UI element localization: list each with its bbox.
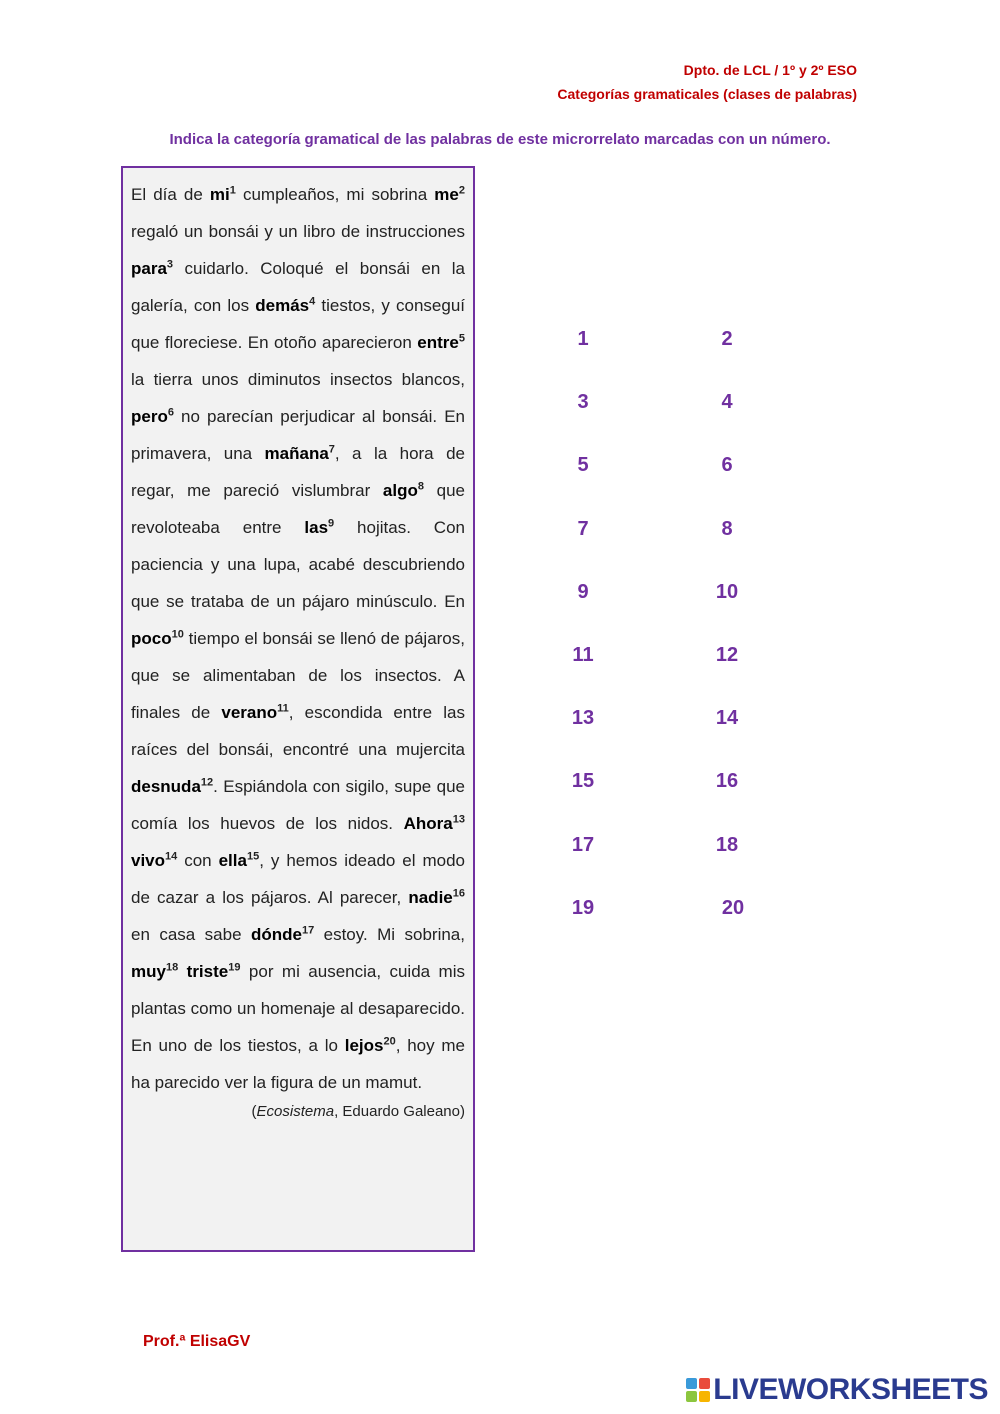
answer-number-20: 20 (721, 897, 745, 919)
story-fragment: cuidarlo. Coloqué el bonsái en la galería, con los (131, 259, 465, 315)
answer-number-7: 7 (577, 518, 589, 540)
marked-word-12: desnuda (131, 777, 201, 796)
answer-number-9: 9 (577, 581, 589, 603)
answer-number-18: 18 (715, 834, 739, 856)
marked-word-number-3: 3 (166, 258, 174, 271)
answer-number-10: 10 (715, 581, 739, 603)
answer-number-16: 16 (715, 770, 739, 792)
story-box (121, 166, 475, 1252)
marked-word-17: dónde (250, 925, 302, 944)
story-text (131, 176, 465, 1101)
source-author: Eduardo Galeano (342, 1103, 460, 1120)
answer-number-17: 17 (571, 834, 595, 856)
story-fragment: tiestos, y conseguí que floreciese. En otoño aparecieron (131, 296, 465, 352)
story-fragment: en casa sabe (131, 925, 251, 944)
marked-word-number-2: 2 (458, 184, 465, 197)
marked-word-number-11: 11 (277, 702, 289, 715)
marked-word-11: verano (221, 703, 278, 722)
answer-number-2: 2 (721, 328, 733, 350)
answer-number-3: 3 (577, 391, 589, 413)
marked-word-3: para (131, 259, 167, 278)
answer-number-12: 12 (715, 644, 739, 666)
story-fragment: cumpleaños, mi sobrina (235, 185, 435, 204)
marked-word-number-19: 19 (228, 961, 241, 974)
marked-word-14: vivo (131, 851, 166, 870)
story-fragment: no parecían perjudicar al bonsái. En primavera, una (131, 407, 465, 463)
marked-word-13: Ahora (403, 814, 453, 833)
answer-number-1: 1 (577, 328, 589, 350)
answer-number-4: 4 (721, 391, 733, 413)
story-fragment: tiempo el bonsái se llenó de pájaros, que se alimentaban de los insectos. A finales de (131, 629, 465, 722)
header-topic: Categorías gramaticales (clases de palabras) (557, 86, 857, 102)
marked-word-number-6: 6 (167, 406, 174, 419)
logo-mark-icon (686, 1378, 710, 1402)
marked-word-number-8: 8 (417, 480, 424, 493)
marked-word-number-1: 1 (229, 184, 236, 197)
marked-word-8: algo (382, 481, 418, 500)
story-fragment: con (177, 851, 219, 870)
marked-word-number-16: 16 (452, 887, 465, 900)
answer-number-13: 13 (571, 707, 595, 729)
marked-word-number-9: 9 (328, 517, 335, 530)
story-fragment: regaló un bonsái y un libro de instrucciones (131, 222, 465, 241)
story-fragment: que revoloteaba entre (131, 481, 465, 537)
marked-word-5: entre (417, 333, 459, 352)
marked-word-1: mi (209, 185, 230, 204)
marked-word-number-10: 10 (171, 628, 184, 641)
marked-word-number-18: 18 (165, 961, 179, 974)
marked-word-20: lejos (344, 1036, 384, 1055)
answer-number-6: 6 (721, 454, 733, 476)
liveworksheets-logo (686, 1373, 988, 1407)
marked-word-19: triste (186, 962, 229, 981)
story-fragment (178, 962, 186, 981)
source-title: Ecosistema (256, 1103, 335, 1120)
story-fragment: , escondida entre las raíces del bonsái, encontré una mujercita (131, 703, 465, 759)
story-fragment: la tierra unos diminutos insectos blancos, (131, 370, 465, 389)
marked-word-4: demás (255, 296, 310, 315)
story-fragment: , a la hora de regar, me pareció vislumbrar (131, 444, 465, 500)
story-fragment: hojitas. Con paciencia y una lupa, acabé descubriendo que se trataba de un pájaro minúsculo. En (131, 518, 465, 611)
story-fragment: . Espiándola con sigilo, supe que comía los huevos de los nidos. (131, 777, 465, 833)
story-source: (Ecosistema, Eduardo Galeano) (251, 1103, 465, 1120)
teacher-signature: Prof.ª ElisaGV (143, 1333, 251, 1350)
story-fragment: por mi ausencia, cuida mis plantas como un homenaje al desaparecido. En uno de los tiestos, a lo (131, 962, 465, 1055)
marked-word-7: mañana (264, 444, 329, 463)
marked-word-2: me (434, 185, 459, 204)
answer-number-11: 11 (572, 644, 594, 666)
answer-number-5: 5 (577, 454, 589, 476)
marked-word-6: pero (131, 407, 168, 426)
answer-number-14: 14 (715, 707, 739, 729)
story-fragment: , y hemos ideado el modo de cazar a los pájaros. Al parecer, (131, 851, 466, 907)
marked-word-15: ella (218, 851, 247, 870)
marked-word-number-5: 5 (458, 332, 465, 345)
marked-word-number-17: 17 (301, 924, 315, 937)
marked-word-number-15: 15 (246, 850, 260, 863)
story-fragment: estoy. Mi sobrina, (314, 925, 465, 944)
marked-word-18: muy (131, 962, 166, 981)
logo-text: LIVEWORKSHEETS (713, 1373, 988, 1406)
answer-number-8: 8 (721, 518, 733, 540)
marked-word-16: nadie (408, 888, 453, 907)
marked-word-9: las (304, 518, 329, 537)
marked-word-number-4: 4 (309, 295, 316, 308)
marked-word-number-20: 20 (383, 1035, 396, 1048)
marked-word-number-7: 7 (328, 443, 335, 456)
story-fragment: El día de (131, 185, 210, 204)
instruction-text: Indica la categoría gramatical de las palabras de este microrrelato marcadas con un número. (169, 131, 831, 148)
answer-number-15: 15 (571, 770, 595, 792)
marked-word-number-12: 12 (200, 776, 214, 789)
header-department: Dpto. de LCL / 1º y 2º ESO (683, 62, 857, 78)
marked-word-10: poco (131, 629, 172, 648)
marked-word-number-14: 14 (165, 850, 178, 863)
marked-word-number-13: 13 (452, 813, 465, 826)
answer-number-19: 19 (571, 897, 595, 919)
story-fragment: , hoy me ha parecido ver la figura de un mamut. (131, 1036, 465, 1092)
